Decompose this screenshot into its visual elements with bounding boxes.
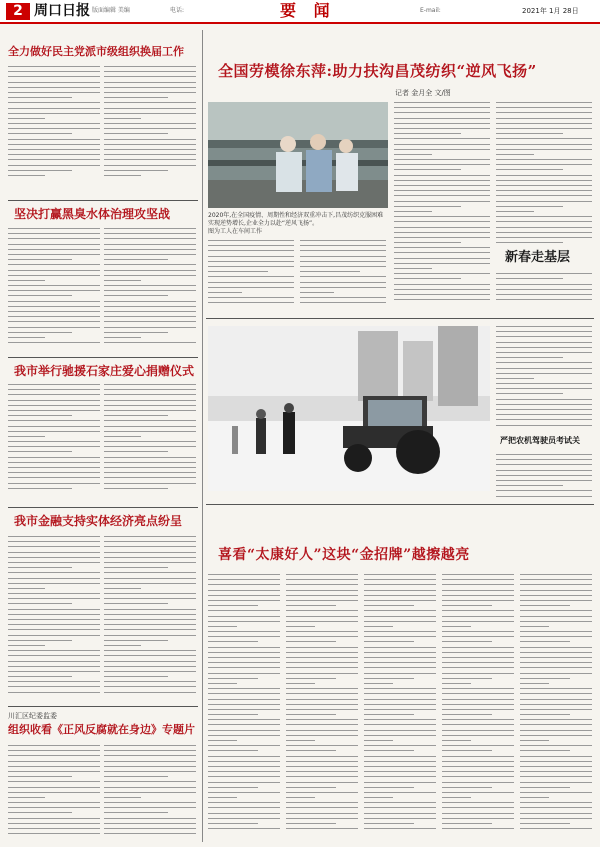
article-title-4: 我市金融支持实体经济亮点纷呈	[14, 514, 183, 528]
article-title-1: 全力做好民主党派市级组织换届工作	[8, 45, 184, 58]
article-body-3b	[104, 384, 196, 496]
article-body-4a	[8, 536, 100, 700]
lead-byline: 记者 金月全 文/图	[395, 89, 451, 97]
bottom-body-e	[520, 574, 592, 840]
page-number: 2	[6, 3, 30, 20]
divider	[206, 318, 594, 319]
lead-caption-2: 图为工人在车间工作	[208, 228, 263, 235]
tractor-photo	[208, 326, 490, 491]
article-title-5: 组织收看《正风反腐就在身边》专题片	[8, 723, 195, 736]
divider	[8, 507, 198, 508]
lead-body-a	[208, 240, 294, 310]
article-body-2b	[104, 228, 196, 348]
lead-body-b	[300, 240, 386, 310]
photo2-caption: 严把农机驾驶员考试关	[500, 436, 580, 445]
bottom-body-a	[208, 574, 280, 840]
photo2-body	[496, 326, 592, 430]
lead-body-c	[394, 102, 490, 310]
divider	[8, 357, 198, 358]
email-text: E-mail:	[420, 7, 441, 14]
divider	[8, 706, 198, 707]
article-kicker-5: 川汇区纪委监委	[8, 712, 57, 720]
lead-body-d	[496, 102, 592, 310]
factory-photo	[208, 102, 388, 208]
lead-title: 全国劳模徐东萍:助力扶沟昌茂纺织“逆风飞扬”	[218, 62, 537, 80]
lead-caption: 2020年,在全国疫情、周期性和经济双重冲击下,昌茂纺织克服困难实现逆势增长,企业全力以赴“逆风飞扬”。	[208, 212, 384, 227]
article-body-4b	[104, 536, 196, 700]
column-divider	[202, 30, 203, 842]
lead-photo	[208, 102, 388, 208]
photo2-body-2	[496, 454, 592, 498]
article-body-1a	[8, 66, 100, 181]
bottom-title: 喜看“太康好人”这块“金招牌”越擦越亮	[218, 547, 470, 563]
section-title: 要 闻	[280, 1, 336, 20]
paper-name: 周口日报	[34, 3, 90, 19]
divider	[8, 200, 198, 201]
article-body-3a	[8, 384, 100, 496]
article-body-2a	[8, 228, 100, 348]
masthead	[0, 0, 600, 24]
editor-text: 版面编辑 美编	[92, 7, 130, 14]
tractor-scene	[208, 326, 490, 491]
article-body-1b	[104, 66, 196, 181]
column-title: 新春走基层	[505, 250, 571, 265]
article-title-3: 我市举行驰援石家庄爱心捐赠仪式	[14, 364, 195, 378]
phone-text: 电话:	[170, 7, 185, 14]
divider	[206, 504, 594, 505]
bottom-body-d	[442, 574, 514, 840]
article-body-5a	[8, 745, 100, 841]
bottom-body-c	[364, 574, 436, 840]
bottom-body-b	[286, 574, 358, 840]
article-title-2: 坚决打赢黑臭水体治理攻坚战	[14, 207, 171, 221]
issue-date: 2021年 1月 28日	[522, 7, 579, 15]
article-body-5b	[104, 745, 196, 841]
